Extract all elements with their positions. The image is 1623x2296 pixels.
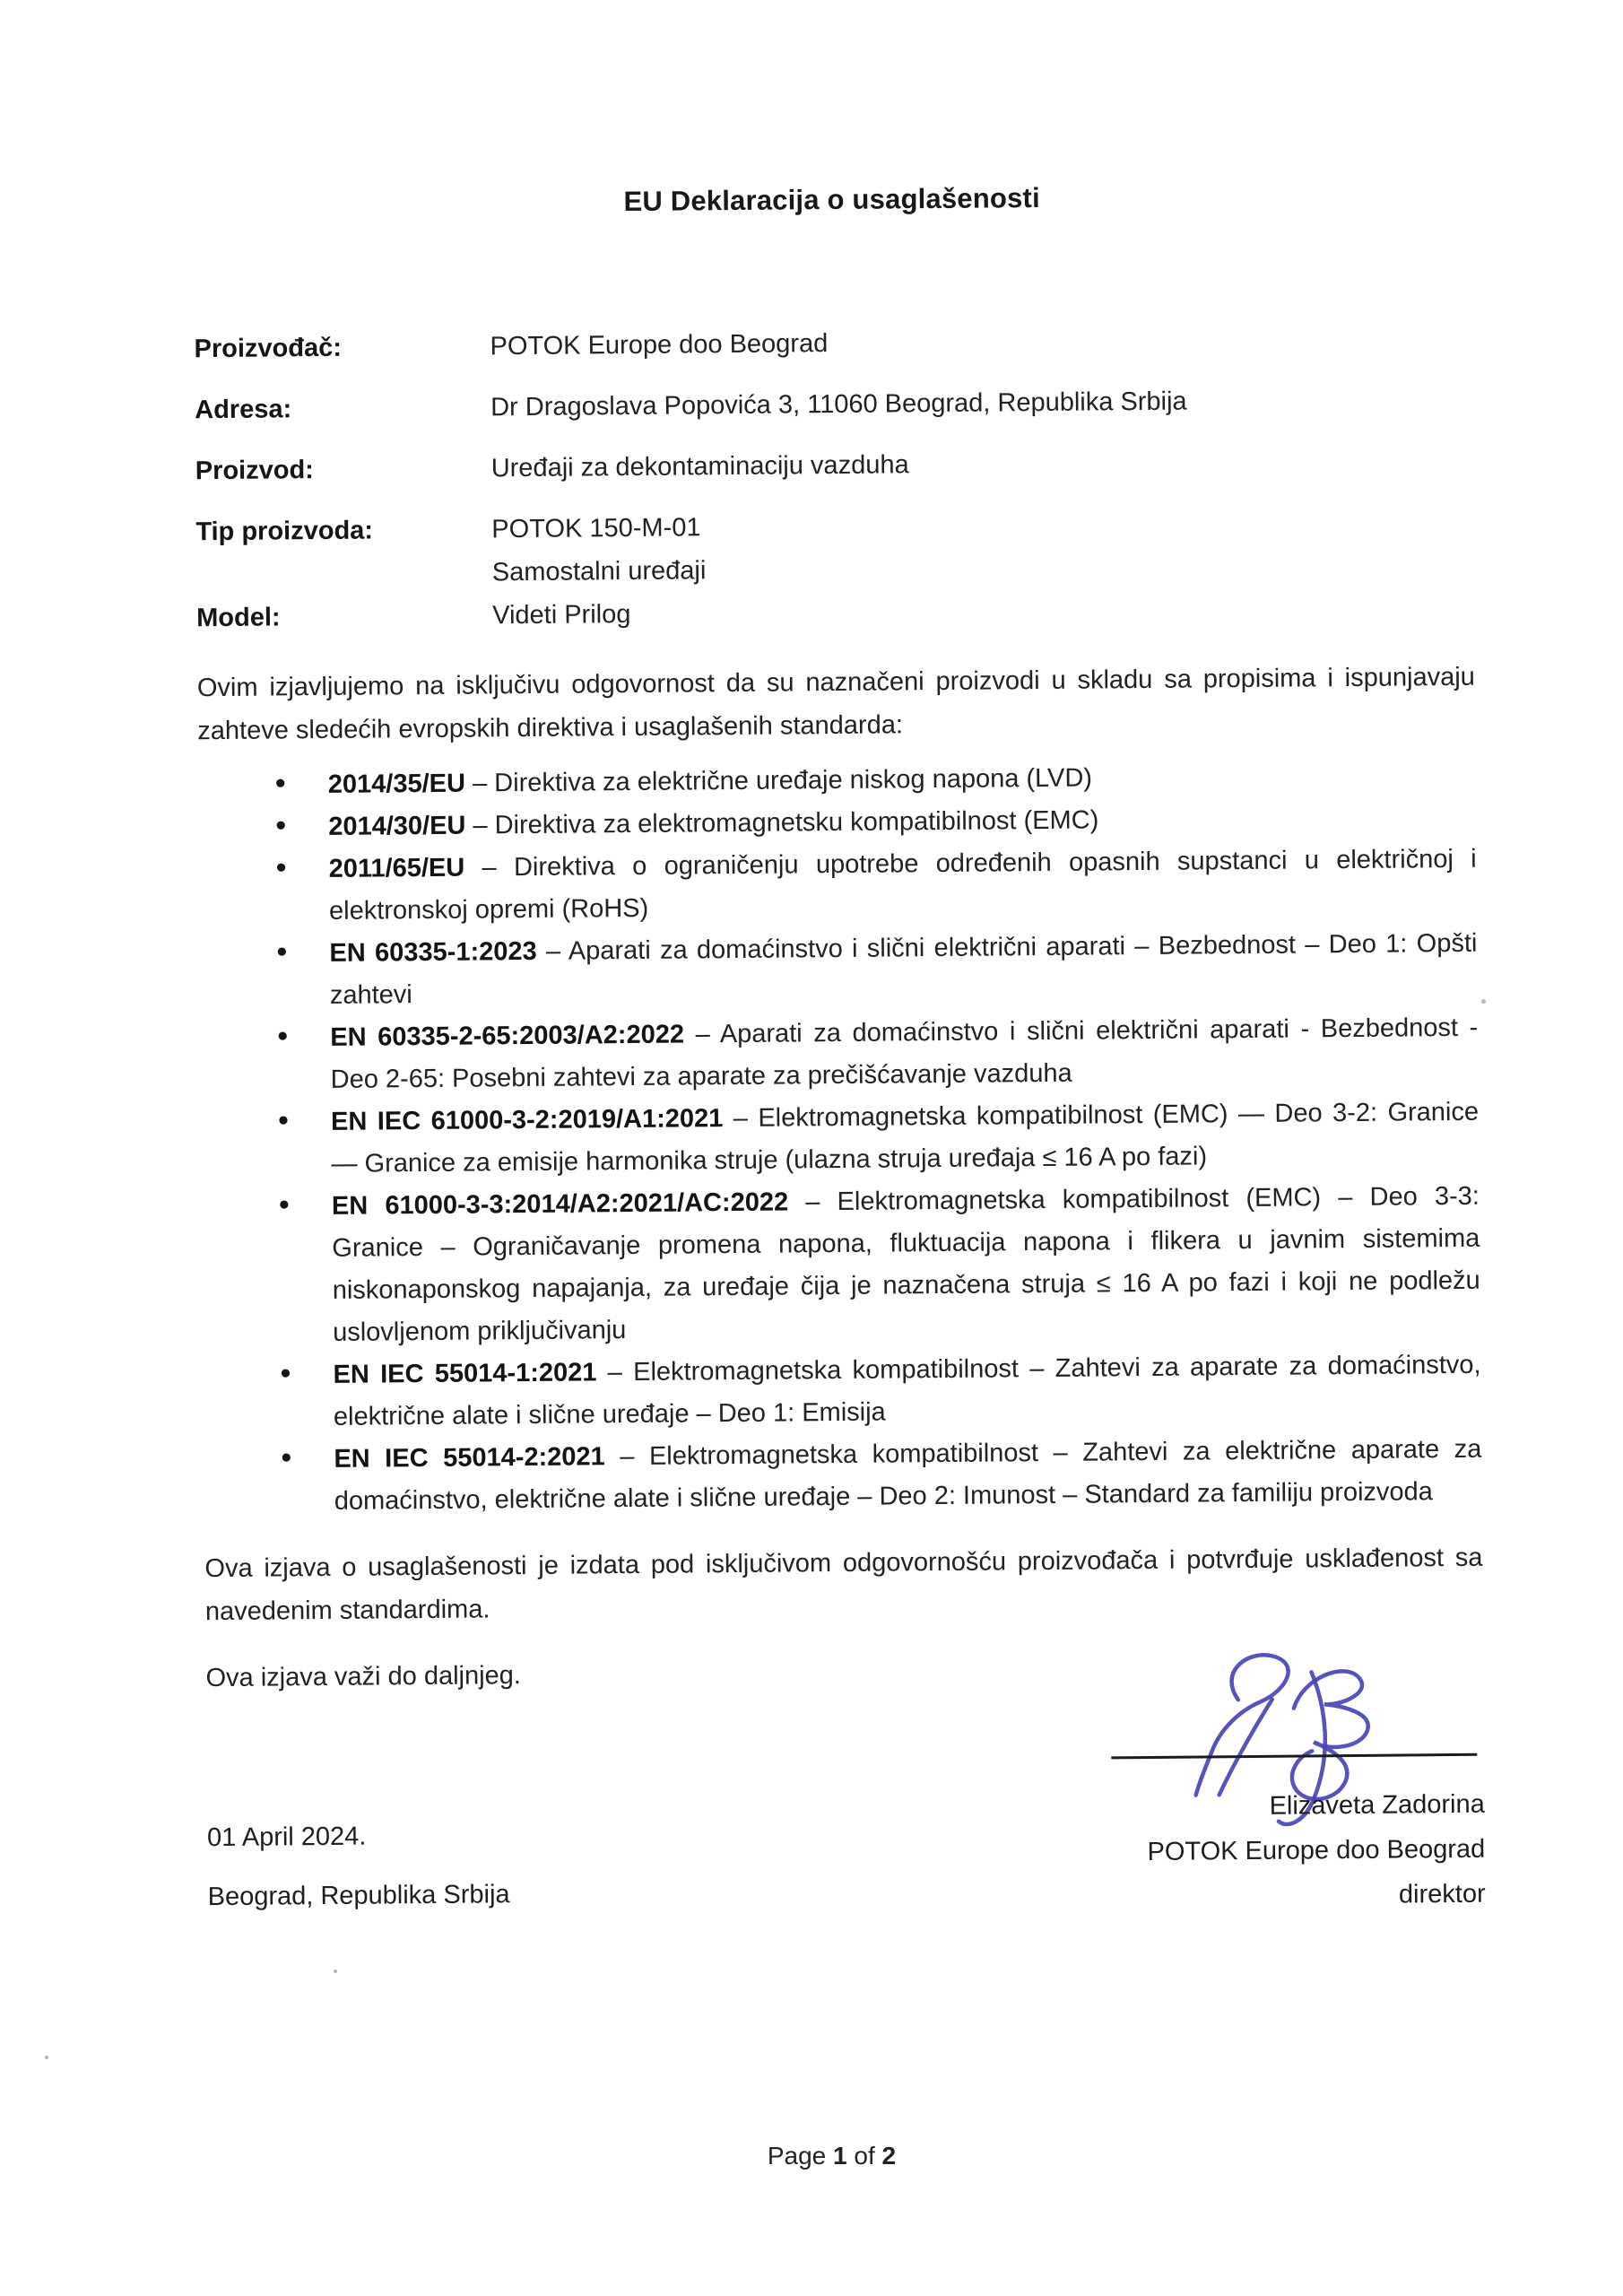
signatory-details bbox=[983, 1782, 1486, 1921]
field-label-product: Proizvod: bbox=[195, 456, 315, 486]
list-item-en-55014-1 bbox=[203, 1344, 1481, 1439]
standard-text: – Direktiva za elektromagnetsku kompatibilnost (EMC) bbox=[465, 805, 1099, 840]
signatory-role: direktor bbox=[1398, 1879, 1486, 1909]
footer-total-pages: 2 bbox=[881, 2142, 897, 2170]
document-content bbox=[193, 178, 1487, 2030]
standard-text: – Aparati za domaćinstvo i slični električni aparati – Bezbednost – Deo 1: Opšti zahtevi bbox=[329, 928, 1478, 1010]
scan-speck bbox=[334, 1970, 337, 1973]
list-item-en-60335-2-65 bbox=[200, 1007, 1479, 1102]
field-row-address bbox=[195, 378, 1472, 431]
field-value-model: Videti Prilog bbox=[492, 599, 631, 631]
standard-text: – Elektromagnetska kompatibilnost – Zahtevi za aparate za domaćinstvo, električne alate i slične uređaje – Deo 1: Emisija bbox=[333, 1350, 1481, 1431]
scan-speck bbox=[1481, 999, 1486, 1004]
standard-code: 2014/35/EU bbox=[327, 769, 466, 799]
standards-list bbox=[198, 754, 1482, 1524]
field-value-product-type bbox=[491, 506, 706, 594]
document-place: Beograd, Republika Srbija bbox=[207, 1880, 510, 1912]
standard-text: – Direktiva o ograničenju upotrebe određenih opasnih supstanci u električnoj i elektronskoj opremi (RoHS) bbox=[328, 844, 1477, 926]
footer-page-number: 1 bbox=[833, 2142, 847, 2170]
field-label-product-type: Tip proizvoda: bbox=[195, 516, 374, 547]
list-item-en-61000-3-2 bbox=[201, 1091, 1480, 1187]
page-title: EU Deklaracija o usaglašenosti bbox=[623, 181, 1040, 218]
footer-of-label: of bbox=[854, 2142, 875, 2170]
document-date: 01 April 2024. bbox=[206, 1822, 367, 1853]
field-row-product-type bbox=[195, 500, 1474, 596]
product-type-line-1: POTOK 150-M-01 bbox=[491, 513, 701, 544]
signature-area bbox=[206, 1696, 1487, 2030]
list-item-en-60335-1 bbox=[199, 923, 1478, 1018]
standard-code: EN 60335-2-65:2003/A2:2022 bbox=[330, 1020, 685, 1052]
standard-code: EN 61000-3-3:2014/A2:2021/AC:2022 bbox=[331, 1187, 789, 1221]
validity-statement: Ova izjava važi do daljnjeg. bbox=[205, 1661, 522, 1693]
standard-text: – Aparati za domaćinstvo i slični električni aparati - Bezbednost - Deo 2-65: Posebni zahtevi za aparate za prečišćavanje vazduha bbox=[330, 1013, 1479, 1094]
field-row-product bbox=[195, 439, 1473, 492]
list-item-directive-rohs bbox=[198, 839, 1477, 934]
standard-text: – Elektromagnetska kompatibilnost (EMC) — Deo 3-2: Granice — Granice za emisije harmonika struje (ulazna struja uređaja ≤ 16 A po fazi) bbox=[331, 1097, 1480, 1178]
standard-code: EN 60335-1:2023 bbox=[329, 936, 537, 968]
signatory-company: POTOK Europe doo Beograd bbox=[1147, 1834, 1486, 1866]
field-label-address: Adresa: bbox=[195, 395, 292, 425]
standard-text: – Elektromagnetska kompatibilnost (EMC) – Deo 3-3: Granice – Ograničavanje promena napona, fluktuacija napona i flikera u javnim sistemima niskonaponskog napajanja, za uređaje čija je naznačena struja ≤ 16 A po fazi i koji ne podležu uslovljenom priključivanju bbox=[332, 1181, 1480, 1347]
scan-speck bbox=[45, 2056, 48, 2059]
field-label-model: Model: bbox=[196, 603, 281, 633]
intro-paragraph: Ovim izjavljujemo na isključivu odgovornost da su naznačeni proizvodi u skladu sa propisima i ispunjavaju zahteve sledećih evropskih direktiva i usaglašenih standarda: bbox=[196, 662, 1475, 746]
field-label-manufacturer: Proizvođač: bbox=[194, 333, 343, 364]
page-footer bbox=[193, 2142, 1471, 2170]
product-info-section bbox=[194, 317, 1474, 639]
field-row-manufacturer bbox=[194, 317, 1471, 370]
standard-text: – Direktiva za električne uređaje niskog napona (LVD) bbox=[464, 763, 1093, 798]
standard-code: EN IEC 55014-2:2021 bbox=[334, 1442, 605, 1474]
product-type-line-2: Samostalni uređaji bbox=[491, 556, 707, 587]
field-value-address: Dr Dragoslava Popovića 3, 11060 Beograd, Republika Srbija bbox=[490, 387, 1187, 422]
field-value-manufacturer: POTOK Europe doo Beograd bbox=[490, 329, 829, 361]
standard-code: EN IEC 61000-3-2:2019/A1:2021 bbox=[330, 1104, 724, 1136]
standard-code: EN IEC 55014-1:2021 bbox=[333, 1358, 597, 1389]
standard-code: 2014/30/EU bbox=[328, 811, 466, 841]
signatory-name: Elizaveta Zadorina bbox=[1269, 1789, 1485, 1821]
list-item-en-55014-2 bbox=[204, 1429, 1482, 1524]
closing-paragraph: Ova izjava o usaglašenosti je izdata pod isključivom odgovornošću proizvođača i potvrđuje usklađenost sa navedenim standardima. bbox=[204, 1543, 1483, 1627]
signature-block bbox=[982, 1696, 1487, 2023]
list-item-en-61000-3-3 bbox=[202, 1176, 1481, 1355]
field-value-product: Uređaji za dekontaminaciju vazduha bbox=[490, 450, 909, 483]
date-place-block bbox=[207, 1813, 510, 1935]
standard-text: – Elektromagnetska kompatibilnost – Zahtevi za električne aparate za domaćinstvo, električne alate i slične uređaje – Deo 2: Imunost – Standard za familiju proizvoda bbox=[334, 1434, 1482, 1516]
footer-page-label: Page bbox=[767, 2142, 827, 2170]
standard-code: 2011/65/EU bbox=[328, 853, 465, 883]
